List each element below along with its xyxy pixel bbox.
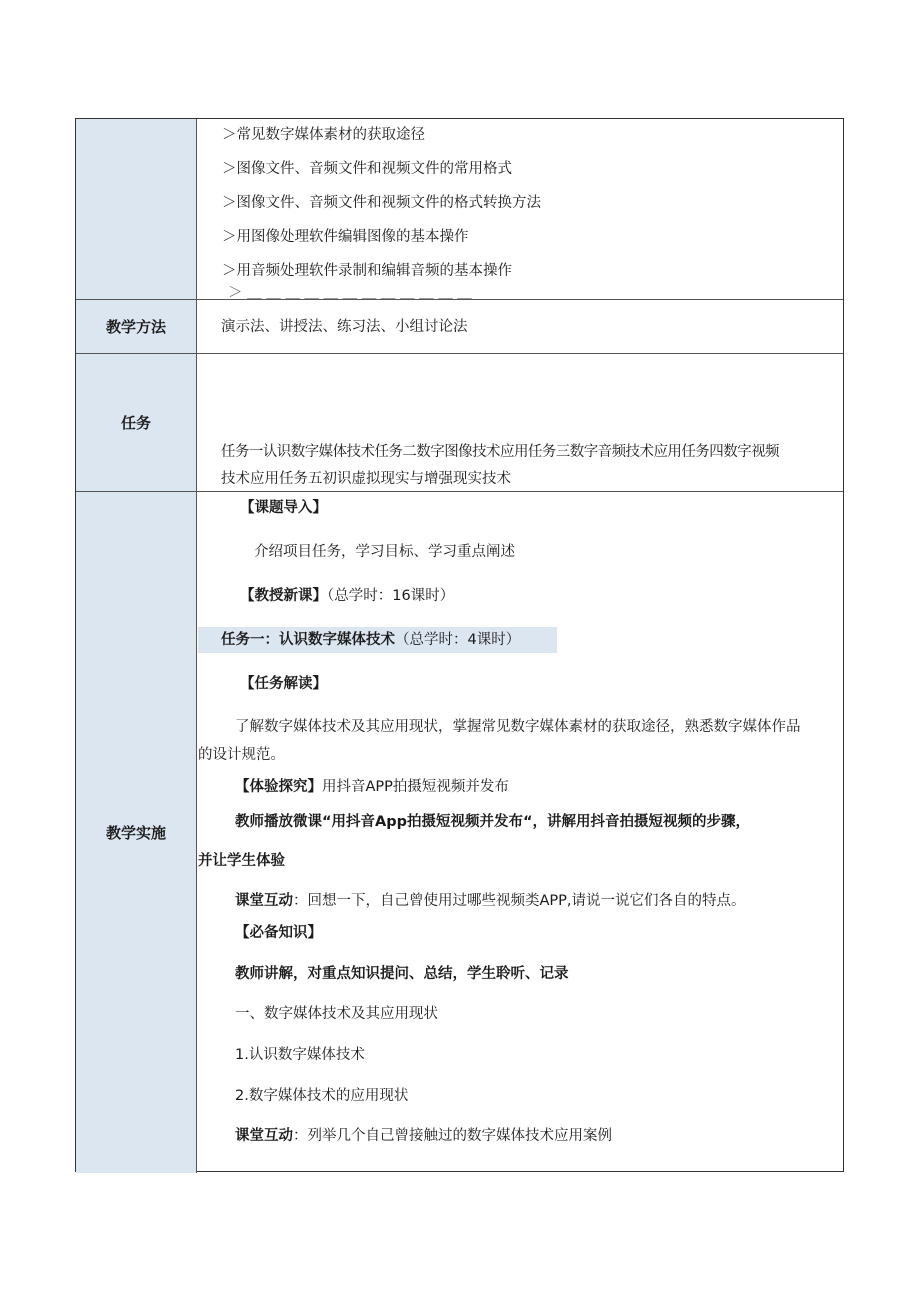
implementation-row (76, 492, 843, 1173)
explore-text: 用抖音APP拍摄短视频并发布 (322, 779, 509, 795)
methods-text: 演示法、讲授法、练习法、小组讨论法 (221, 319, 468, 335)
task1-title: 任务一：认识数字媒体技术 (221, 632, 395, 648)
section1-title: 一、数字媒体技术及其应用现状 (235, 1006, 438, 1022)
methods-row (76, 300, 843, 354)
teacher-line1: 教师播放微课“用抖音App拍摄短视频并发布“，讲解用抖音拍摄短视频的步骤， (235, 814, 751, 830)
item1-text: 1.认识数字媒体技术 (235, 1047, 365, 1063)
interact2-line (235, 1126, 612, 1146)
explore-heading: 【体验探究】 (235, 779, 322, 795)
interpret-line2: 的设计规范。 (198, 747, 285, 763)
teacher-line2: 并让学生体验 (198, 853, 285, 869)
intro-text: 介绍项目任务，学习目标、学习重点阐述 (254, 544, 515, 560)
lesson-plan-table (75, 118, 844, 1172)
new-class-line (240, 586, 454, 606)
methods-content (198, 300, 843, 353)
interpret-heading: 【任务解读】 (240, 676, 327, 692)
methods-label: 教学方法 (76, 300, 197, 353)
clipped-text-fragment: ＞ ＿ ＿ ＿ ＿ ＿ ＿ ＿ ＿ ＿ ＿ ＿ ＿ (228, 285, 472, 301)
objectives-label-cell (76, 119, 197, 299)
tasks-text-line2: 技术应用任务五初识虚拟现实与增强现实技术 (221, 471, 511, 487)
objective-item: ＞用音频处理软件录制和编辑音频的基本操作 (222, 263, 512, 279)
implementation-content (198, 492, 843, 1173)
objectives-row (76, 119, 843, 300)
implementation-label: 教学实施 (76, 492, 197, 1173)
task1-line (221, 630, 520, 650)
task1-hours: （总学时：4课时） (395, 632, 521, 648)
objective-item: ＞用图像处理软件编辑图像的基本操作 (222, 229, 469, 245)
knowledge-heading: 【必备知识】 (235, 925, 322, 941)
interpret-line1: 了解数字媒体技术及其应用现状，掌握常见数字媒体素材的获取途径，熟悉数字媒体作品 (235, 719, 801, 735)
new-class-heading: 【教授新课】 (240, 588, 327, 604)
objective-item: ＞图像文件、音频文件和视频文件的格式转换方法 (222, 195, 541, 211)
explore-line (235, 777, 509, 797)
tasks-content (198, 354, 843, 491)
tasks-row (76, 354, 843, 492)
intro-heading: 【课题导入】 (240, 500, 327, 516)
interact1-line (235, 891, 746, 911)
objectives-content (198, 119, 843, 299)
new-class-hours: （总学时：16课时） (327, 588, 455, 604)
tasks-label: 任务 (76, 354, 197, 491)
objective-item: ＞常见数字媒体素材的获取途径 (222, 127, 425, 143)
tasks-text-line1: 任务一认识数字媒体技术任务二数字图像技术应用任务三数字音频技术应用任务四数字视频 (221, 444, 779, 460)
explain-text: 教师讲解，对重点知识提问、总结，学生聆听、记录 (235, 966, 569, 982)
interact2-text: ：列举几个自己曾接触过的数字媒体技术应用案例 (293, 1128, 612, 1144)
interact1-label: 课堂互动 (235, 893, 293, 909)
interact1-text: ：回想一下，自己曾使用过哪些视频类APP,请说一说它们各自的特点。 (293, 893, 746, 909)
objective-item: ＞图像文件、音频文件和视频文件的常用格式 (222, 161, 512, 177)
interact2-label: 课堂互动 (235, 1128, 293, 1144)
item2-text: 2.数字媒体技术的应用现状 (235, 1088, 409, 1104)
